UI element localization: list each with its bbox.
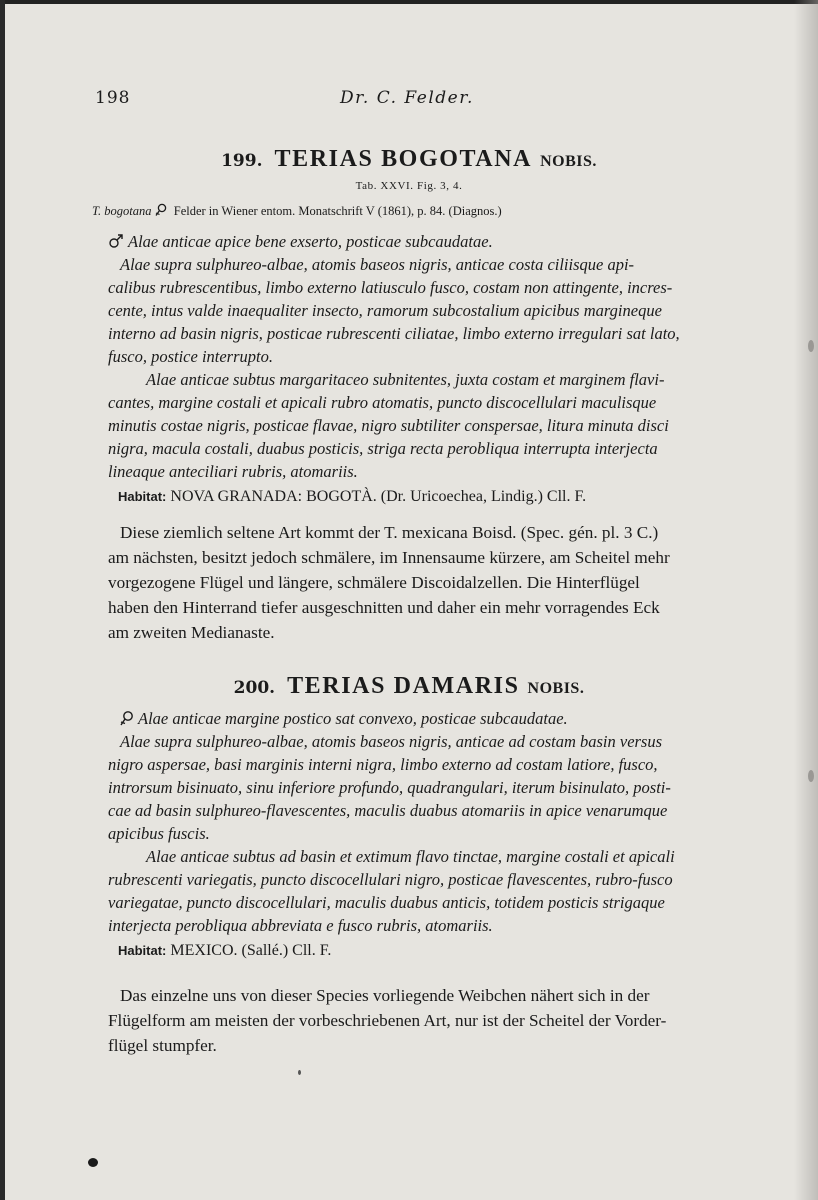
male-symbol-icon xyxy=(108,232,124,255)
desc-line: introrsum bisinuato, sinu inferiore profundo, quadrangulari, iterum bisinulato, posti- xyxy=(108,778,671,797)
desc-line: Alae anticae apice bene exserto, posticae subcaudatae. xyxy=(108,230,758,253)
entry-200-german-text xyxy=(108,983,758,1058)
entry-200-name: TERIAS DAMARIS xyxy=(287,673,520,699)
desc-line: interjecta perobliqua abbreviata e fusco rubris, atomariis. xyxy=(108,916,493,935)
entry-200-habitat xyxy=(118,939,758,962)
desc-line: nigro aspersae, basi marginis interni nigra, limbo externo ad costam latiore, fusco, xyxy=(108,755,658,774)
page-edge-top xyxy=(0,0,818,4)
entry-199-name: TERIAS BOGOTANA xyxy=(274,146,533,172)
german-line: haben den Hinterrand tiefer ausgeschnitten und daher ein mehr vorragendes Eck xyxy=(108,598,660,617)
entry-199-reference xyxy=(92,203,732,221)
german-line: am zweiten Medianaste. xyxy=(108,623,275,642)
habitat-text: MEXICO. (Sallé.) Cll. F. xyxy=(170,942,332,959)
desc-line: Alae anticae subtus ad basin et extimum flavo tinctae, margine costali et apicali xyxy=(146,847,675,866)
desc-line: interno ad basin nigris, posticae rubrescenti ciliatae, limbo externo irregulari sat lato, xyxy=(108,324,680,343)
desc-line: apicibus fuscis. xyxy=(108,824,210,843)
habitat-label: Habitat: xyxy=(118,489,167,504)
desc-line: Alae supra sulphureo-albae, atomis baseos nigris, anticae costa ciliisque api- xyxy=(120,255,635,274)
female-symbol-icon xyxy=(120,709,134,732)
desc-line: calibus rubrescentibus, limbo externo latiusculo fusco, costam non attingente, incres- xyxy=(108,278,673,297)
entry-199-ref-name: T. bogotana xyxy=(92,203,152,218)
desc-line: cae ad basin sulphureo-flavescentes, maculis duabus atomariis in apice venarumque xyxy=(108,801,668,820)
female-symbol-icon xyxy=(155,203,167,221)
page-mark xyxy=(808,770,814,782)
habitat-text: NOVA GRANADA: BOGOTÀ. (Dr. Uricoechea, Lindig.) Cll. F. xyxy=(170,488,587,505)
page-mark xyxy=(808,340,814,352)
running-title: Dr. C. Felder. xyxy=(340,88,474,108)
entry-200-number: 200. xyxy=(233,678,276,698)
german-line: flügel stumpfer. xyxy=(108,1036,217,1055)
entry-199-description xyxy=(108,230,758,508)
desc-line: lineaque anteciliari rubris, atomariis. xyxy=(108,462,358,481)
german-line: am nächsten, besitzt jedoch schmälere, im Innensaume kürzere, am Scheitel mehr xyxy=(108,548,670,567)
entry-200-heading xyxy=(0,673,818,700)
german-line: Diese ziemlich seltene Art kommt der T. mexicana Boisd. (Spec. gén. pl. 3 C.) xyxy=(120,523,659,542)
habitat-label: Habitat: xyxy=(118,943,167,958)
ink-speck xyxy=(88,1158,98,1167)
entry-199-heading xyxy=(0,146,818,173)
desc-line: minutis costae nigris, posticae flavae, nigro subtiliter conspersae, litura minuta disci xyxy=(108,416,669,435)
entry-200-description xyxy=(108,707,758,962)
page-number: 198 xyxy=(95,88,131,108)
desc-line: variegatae, puncto discocellulari, maculis duabus anticis, totidem posticis strigaque xyxy=(108,893,665,912)
entry-199-number: 199. xyxy=(221,151,263,171)
german-line: Flügelform am meisten der vorbeschriebenen Art, nur ist der Scheitel der Vorder- xyxy=(108,1011,667,1030)
desc-line: cente, intus valde inaequaliter insecto, ramorum subcostalium apicibus margineque xyxy=(108,301,662,320)
desc-line: cantes, margine costali et apicali rubro atomatis, puncto discocellulari maculisque xyxy=(108,393,657,412)
entry-199-ref-text: Felder in Wiener entom. Monatschrift V (1861), p. 84. (Diagnos.) xyxy=(173,203,502,218)
german-line: vorgezogene Flügel und längere, schmälere Discoidalzellen. Die Hinterflügel xyxy=(108,573,640,592)
desc-line: fusco, postice interrupto. xyxy=(108,347,273,366)
entry-199-plate: Tab. XXVI. Fig. 3, 4. xyxy=(355,180,463,192)
desc-line: rubrescenti variegatis, puncto discocellulari nigro, posticae flavescentes, rubro-fusco xyxy=(108,870,673,889)
entry-199-german-text xyxy=(108,520,758,645)
desc-line: Alae anticae subtus margaritaceo subnitentes, juxta costam et marginem flavi- xyxy=(146,370,665,389)
entry-200-author: NOBIS. xyxy=(527,680,585,697)
running-head xyxy=(0,88,818,112)
german-line: Das einzelne uns von dieser Species vorliegende Weibchen nähert sich in der xyxy=(120,986,650,1005)
desc-line: Alae supra sulphureo-albae, atomis baseos nigris, anticae ad costam basin versus xyxy=(120,732,663,751)
entry-199-author: NOBIS. xyxy=(540,153,597,170)
ink-speck xyxy=(298,1070,301,1075)
desc-line: nigra, macula costali, duabus posticis, striga recta perobliqua interrupta interjecta xyxy=(108,439,658,458)
entry-199-habitat xyxy=(118,485,758,508)
desc-line: Alae anticae margine postico sat convexo, posticae subcaudatae. xyxy=(120,707,758,730)
